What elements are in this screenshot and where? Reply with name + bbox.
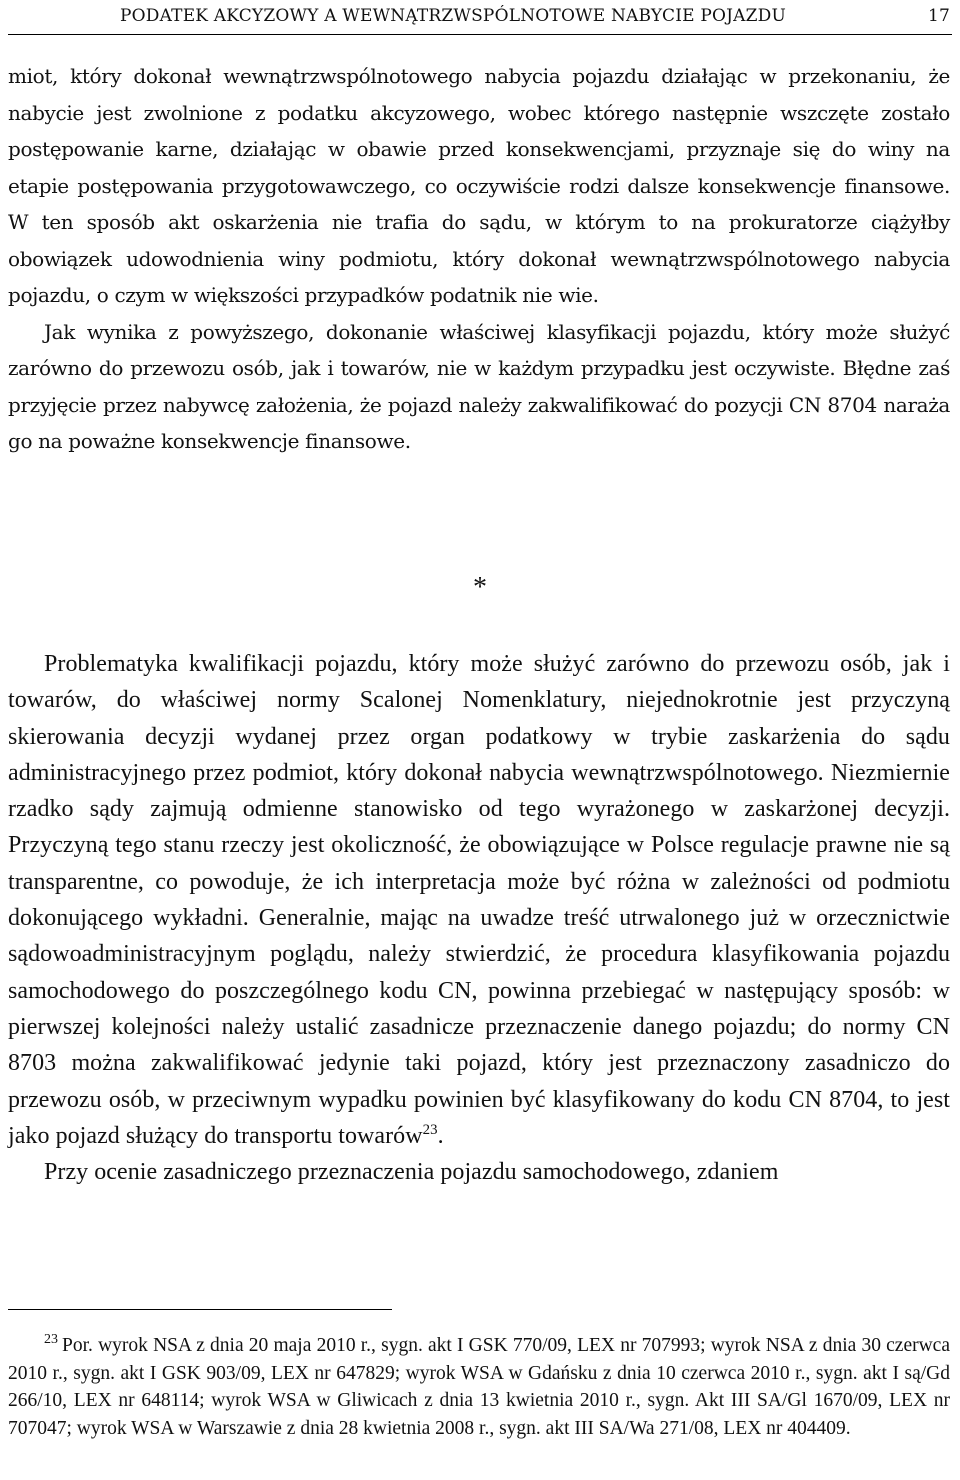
running-header	[8, 4, 952, 34]
running-title: PODATEK AKCYZOWY A WEWNĄTRZWSPÓLNOTOWE NABYCIE POJAZDU	[120, 6, 787, 26]
header-rule	[8, 34, 952, 35]
footnote-number: 23	[44, 1332, 58, 1347]
paragraph-end: .	[437, 1122, 444, 1149]
paragraph-continued: miot, który dokonał wewnątrzwspólnotowego nabycia pojazdu działając w przekonaniu, że nabycie jest zwolnione z podatku akcyzowego, wobec którego następnie wszczęte zostało postępowanie karne, działając w obawie przed konsekwencjami, przyznaje się do winy na etapie postępowania przygotowawczego, co oczywiście rodzi dalsze konsekwencje finansowe. W ten sposób akt oskarżenia nie trafia do sądu, w którym to na prokuratorze ciążyłby obowiązek udowodnienia winy podmiotu, który dokonał wewnątrzwspólnotowego nabycia pojazdu, o czym w większości przypadków podatnik nie wie.	[8, 64, 950, 307]
paragraph	[8, 646, 950, 1154]
footnote-text: Por. wyrok NSA z dnia 20 maja 2010 r., sygn. akt I GSK 770/09, LEX nr 707993; wyrok NSA z dnia 30 czerwca 2010 r., sygn. akt I GSK 903/09, LEX nr 647829; wyrok WSA w Gdańsku z dnia 10 czerwca 2010 r., sygn. akt I są/Gd 266/10, LEX nr 648114; wyrok WSA w Gliwicach z dnia 13 kwietnia 2010 r., sygn. Akt III SA/Gl 1670/09, LEX nr 707047; wyrok WSA w Warszawie z dnia 28 kwietnia 2008 r., sygn. akt III SA/Wa 271/08, LEX nr 404409.	[8, 1335, 950, 1439]
page-number: 17	[927, 6, 950, 26]
paragraph-text: Problematyka kwalifikacji pojazdu, który może służyć zarówno do przewozu osób, jak i towarów, do właściwej normy Scalonej Nomenklatury, niejednokrotnie jest przyczyną skierowania decyzji wydanej przez organ podatkowy w trybie zaskarżenia do sądu administracyjnego przez podmiot, który dokonał nabycia wewnątrzwspólnotowego. Niezmiernie rzadko sądy zajmują odmienne stanowisko od tego wyrażonego w zaskarżonej decyzji. Przyczyną tego stanu rzeczy jest okoliczność, że obowiązujące w Polsce regulacje prawne nie są transparentne, co powoduje, że ich interpretacja może być różna w zależności od podmiotu dokonującego wykładni. Generalnie, mając na uwadze treść utrwalonego już w orzecznictwie sądowoadministracyjnym poglądu, należy stwierdzić, że procedura klasyfikowania pojazdu samochodowego do poszczególnego kodu CN, powinna przebiegać w następujący sposób: w pierwszej kolejności należy ustalić zasadnicze przeznaczenie danego pojazdu; do normy CN 8703 można zakwalifikować jedynie taki pojazd, który jest przeznaczony zasadniczo do przewozu osób, w przeciwnym wypadku powinien być klasyfikowany do kodu CN 8704, to jest jako pojazd służący do transportu towarów	[8, 651, 950, 1149]
footnote	[8, 1332, 950, 1442]
paragraph: Przy ocenie zasadniczego przeznaczenia pojazdu samochodowego, zdaniem	[44, 1159, 779, 1186]
body-section-1	[8, 58, 950, 460]
section-separator: *	[473, 572, 487, 603]
footnote-reference[interactable]: 23	[422, 1121, 438, 1138]
body-section-2	[8, 646, 950, 1190]
footnote-rule	[8, 1309, 392, 1310]
footnotes	[8, 1332, 950, 1442]
paragraph: Jak wynika z powyższego, dokonanie właściwej klasyfikacji pojazdu, który może służyć zarówno do przewozu osób, jak i towarów, nie w każdym przypadku jest oczywiste. Błędne zaś przyjęcie przez nabywcę założenia, że pojazd należy zakwalifikować do pozycji CN 8704 naraża go na poważne konsekwencje finansowe.	[8, 319, 950, 453]
